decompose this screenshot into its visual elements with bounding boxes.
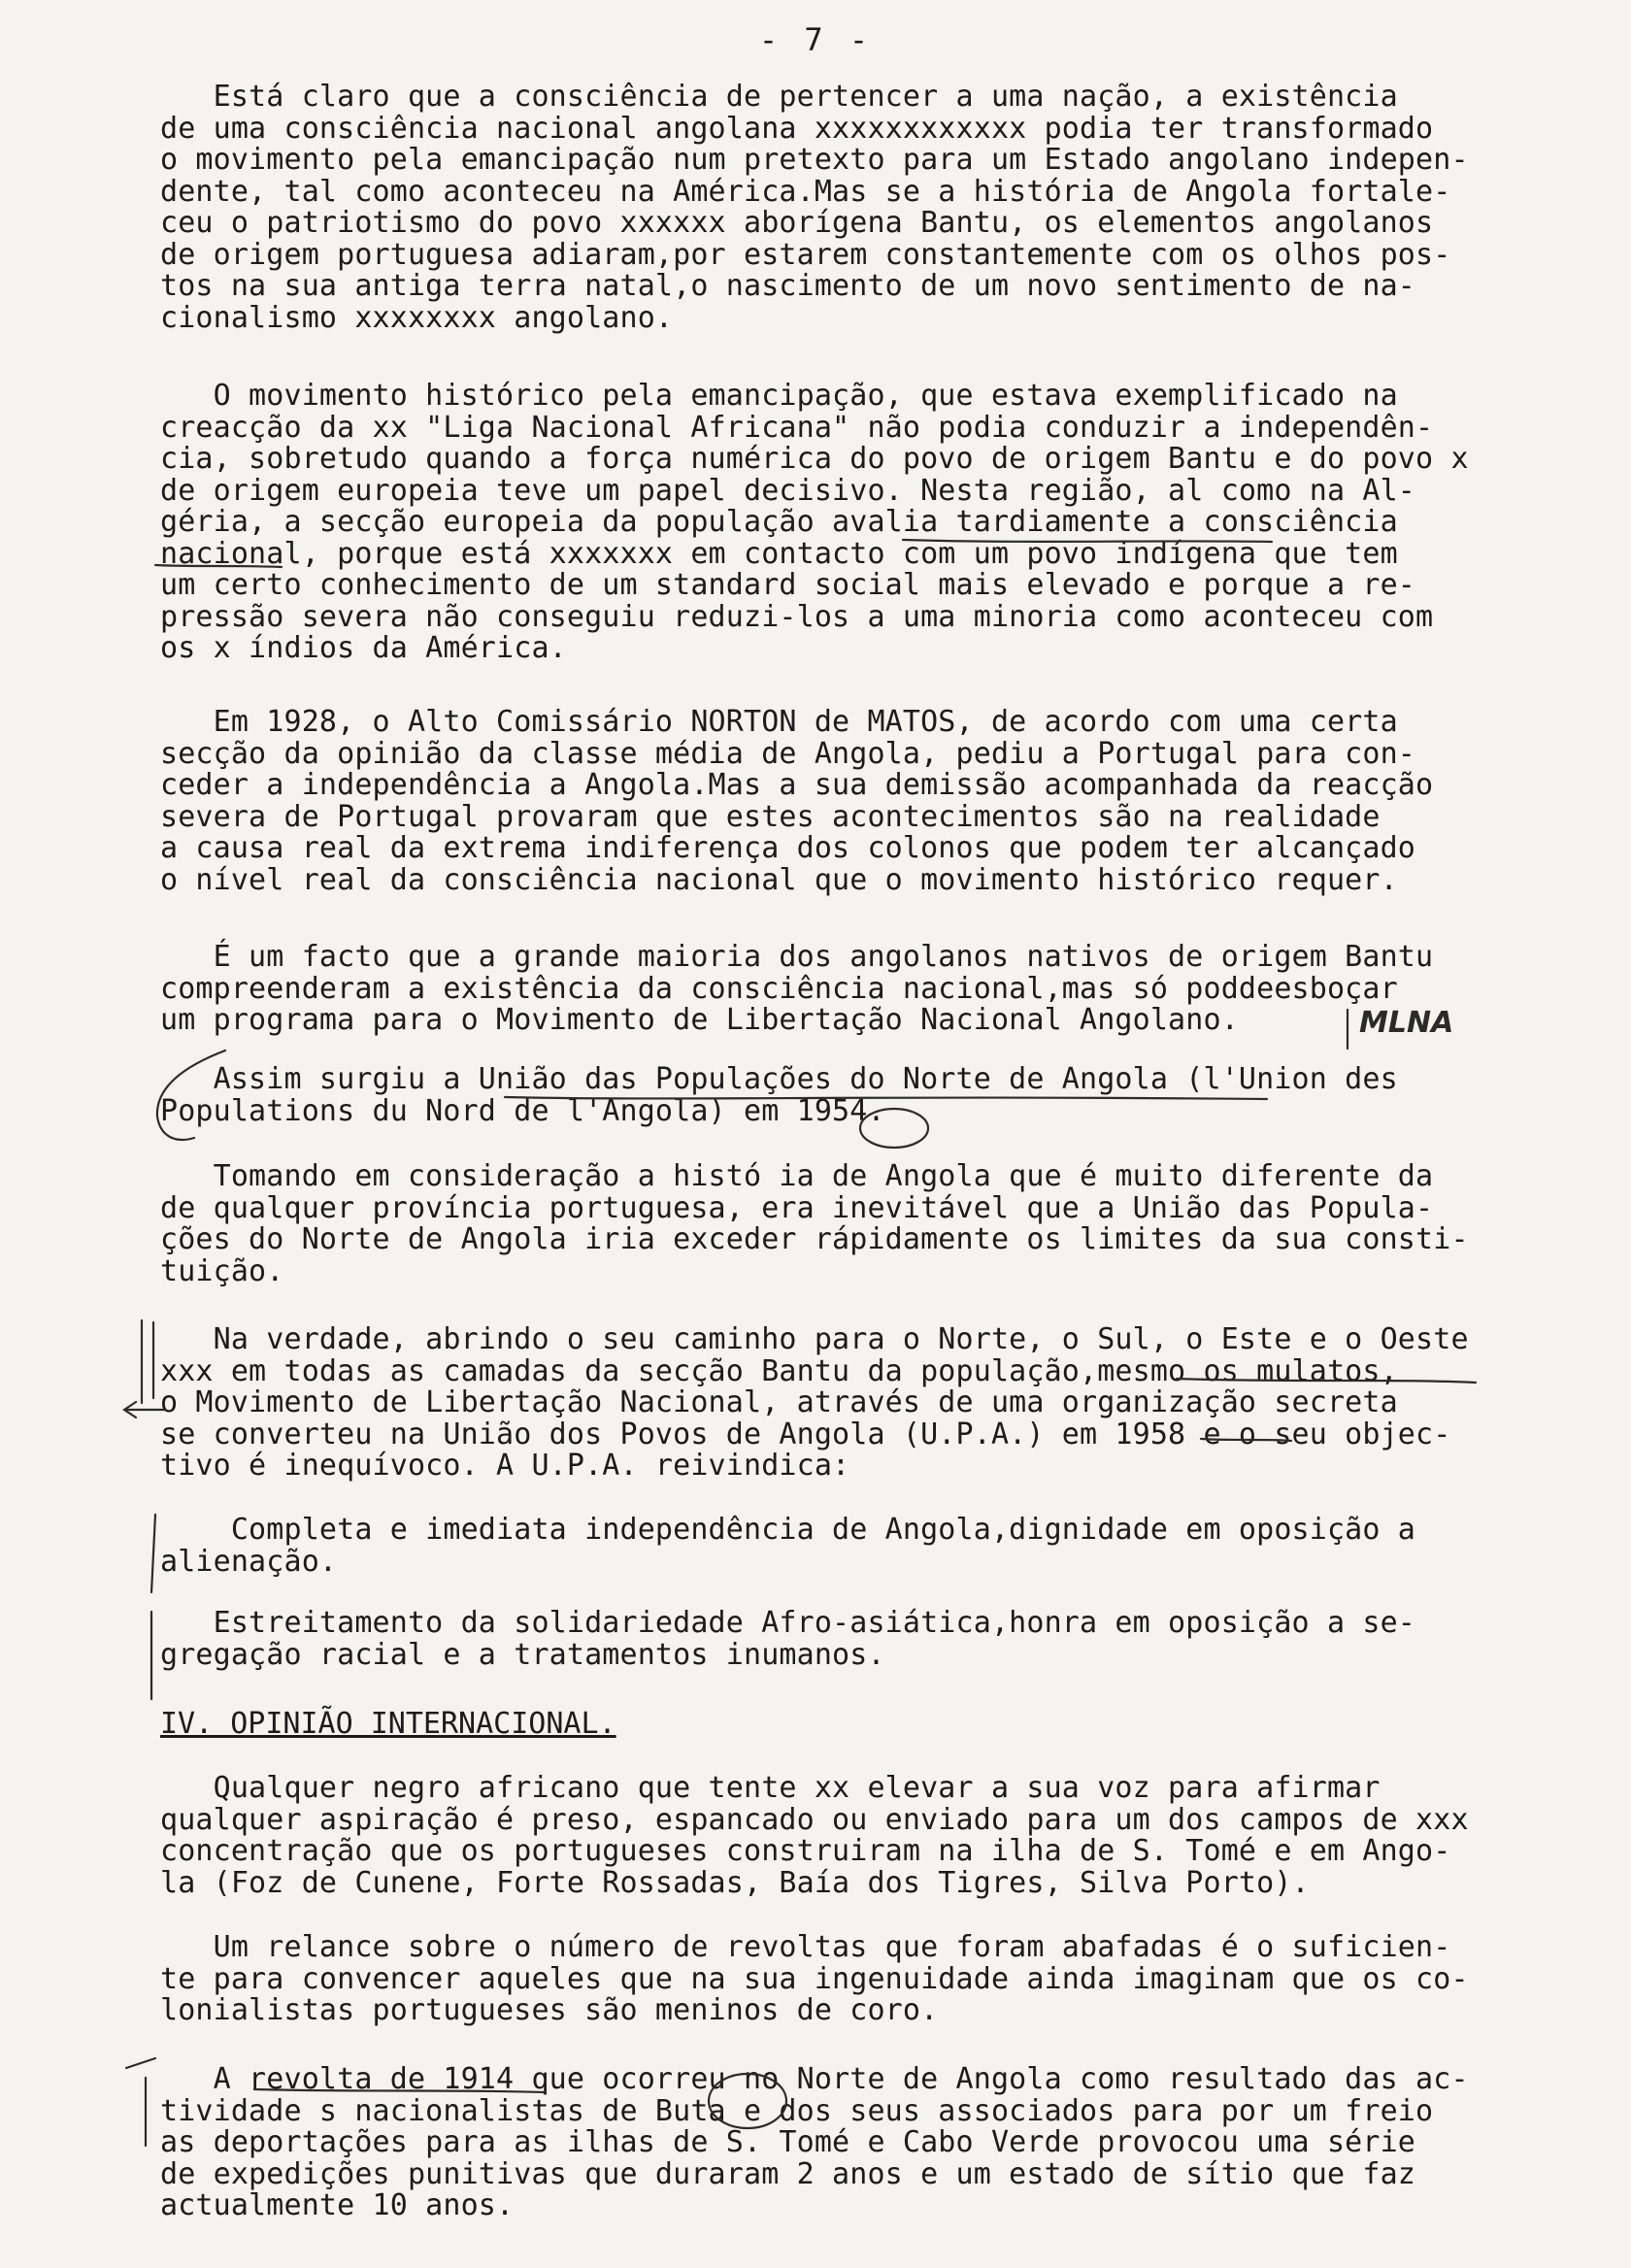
- paragraph-9: [160, 1608, 1578, 1671]
- text-line: de origem europeia teve um papel decisivo. Nesta região, al como na Al-: [160, 473, 1416, 508]
- paragraph-3: [160, 707, 1578, 896]
- text-line: te para convencer aqueles que na sua ingenuidade ainda imaginam que os co-: [160, 1961, 1469, 1996]
- text-line: um programa para o Movimento de Libertação Nacional Angolano.: [160, 1003, 1239, 1037]
- text-line: de expedições punitivas que duraram 2 anos e um estado de sítio que faz: [160, 2156, 1416, 2191]
- text-line: nacional, porque está xxxxxxx em contacto com um povo indígena que tem: [160, 536, 1398, 571]
- text-line: dente, tal como aconteceu na América.Mas se a história de Angola fortale-: [160, 174, 1451, 209]
- text-line: severa de Portugal provaram que estes acontecimentos são na realidade: [160, 799, 1381, 834]
- text-line: ceu o patriotismo do povo xxxxxx aborígena Bantu, os elementos angolanos: [160, 206, 1434, 240]
- text-line: Em 1928, o Alto Comissário NORTON de MATOS, de acordo com uma certa: [160, 705, 1398, 739]
- text-line: de qualquer província portuguesa, era inevitável que a União das Popula-: [160, 1190, 1434, 1225]
- text-line: ções do Norte de Angola iria exceder rápidamente os limites da sua consti-: [160, 1222, 1469, 1256]
- page-number: - 7 -: [758, 21, 873, 58]
- margin-mark: [126, 2058, 155, 2146]
- paragraph-2: [160, 381, 1578, 665]
- text-line: tos na sua antiga terra natal,o nascimento de um novo sentimento de na-: [160, 269, 1416, 303]
- paragraph-10: [160, 1773, 1578, 1899]
- text-line: Completa e imediata independência de Angola,dignidade em oposição a: [160, 1513, 1416, 1547]
- text-line: secção da opinião da classe média de Angola, pediu a Portugal para con-: [160, 736, 1416, 771]
- paragraph-1: [160, 82, 1578, 334]
- text-line: a causa real da extrema indiferença dos colonos que podem ter alcançado: [160, 831, 1416, 865]
- text-line: pressão severa não conseguiu reduzi-los a uma minoria como aconteceu com: [160, 599, 1434, 634]
- text-line: concentração que os portugueses construiram na ilha de S. Tomé e em Ango-: [160, 1834, 1451, 1868]
- text-line: ceder a independência a Angola.Mas a sua demissão acompanhada da reacção: [160, 768, 1434, 802]
- text-line: Populations du Nord de l'Angola) em 1954.: [160, 1093, 885, 1128]
- text-line: as deportações para as ilhas de S. Tomé e Cabo Verde provocou uma série: [160, 2125, 1416, 2159]
- text-line: Na verdade, abrindo o seu caminho para o Norte, o Sul, o Este e o Oeste: [160, 1322, 1469, 1356]
- text-line: um certo conhecimento de um standard social mais elevado e porque a re-: [160, 568, 1416, 602]
- text-line: qualquer aspiração é preso, espancado ou enviado para um dos campos de xxx: [160, 1802, 1469, 1837]
- text-line: O movimento histórico pela emancipação, que estava exemplificado na: [160, 379, 1398, 413]
- text-line: Um relance sobre o número de revoltas que foram abafadas é o suficien-: [160, 1930, 1451, 1964]
- text-line: xxx em todas as camadas da secção Bantu da população,mesmo os mulatos,: [160, 1353, 1398, 1388]
- text-line: compreenderam a existência da consciência nacional,mas só poddeesboçar: [160, 971, 1398, 1006]
- text-line: Qualquer negro africano que tente xx elevar a sua voz para afirmar: [160, 1771, 1381, 1805]
- text-line: os x índios da América.: [160, 631, 567, 665]
- text-line: tividade s nacionalistas de Buta e dos seus associados para por um freio: [160, 2093, 1434, 2128]
- text-line: cia, sobretudo quando a força numérica do povo de origem Bantu e do povo x: [160, 442, 1469, 476]
- text-line: tivo é inequívoco. A U.P.A. reivindica:: [160, 1449, 850, 1483]
- section-heading: [160, 1709, 1578, 1740]
- text-line: Tomando em consideração a histó ia de Angola que é muito diferente da: [160, 1159, 1434, 1193]
- paragraph-12: [160, 2064, 1578, 2222]
- text-line: Estreitamento da solidariedade Afro-asiática,honra em oposição a se-: [160, 1606, 1416, 1640]
- paragraph-11: [160, 1932, 1578, 2027]
- text-line: o nível real da consciência nacional que o movimento histórico requer.: [160, 862, 1398, 897]
- paragraph-8: [160, 1515, 1578, 1578]
- text-line: Está claro que a consciência de pertencer a uma nação, a existência: [160, 80, 1398, 114]
- text-line: de origem portuguesa adiaram,por estarem constantemente com os olhos pos-: [160, 237, 1451, 272]
- text-line: o movimento pela emancipação num pretexto para um Estado angolano indepen-: [160, 143, 1469, 177]
- text-line: Assim surgiu a União das Populações do Norte de Angola (l'Union des: [160, 1062, 1398, 1096]
- text-line: o Movimento de Libertação Nacional, através de uma organização secreta: [160, 1385, 1398, 1419]
- arrow-mark: [124, 1402, 165, 1418]
- text-line: gregação racial e a tratamentos inumanos.: [160, 1637, 885, 1672]
- paragraph-5: [160, 1064, 1578, 1127]
- text-line: cionalismo xxxxxxxx angolano.: [160, 300, 674, 335]
- text-line: actualmente 10 anos.: [160, 2188, 515, 2222]
- text-line: lonialistas portugueses são meninos de coro.: [160, 1993, 939, 2027]
- margin-bar-mark: [151, 1515, 155, 1592]
- text-line: tuição.: [160, 1253, 284, 1288]
- paragraph-6: [160, 1161, 1578, 1287]
- text-line: de uma consciência nacional angolana xxxxxxxxxxxx podia ter transformado: [160, 111, 1434, 146]
- text-line: alienação.: [160, 1544, 338, 1579]
- text-line: É um facto que a grande maioria dos angolanos nativos de origem Bantu: [160, 940, 1434, 974]
- paragraph-7: [160, 1324, 1578, 1483]
- text-line: creacção da xx "Liga Nacional Africana" não podia conduzir a independên-: [160, 410, 1434, 445]
- text-line: A revolta de 1914 que ocorreu no Norte de Angola como resultado das ac-: [160, 2062, 1469, 2096]
- text-line: se converteu na União dos Povos de Angola (U.P.A.) em 1958 e o seu objec-: [160, 1417, 1451, 1451]
- section-title: IV. OPINIÃO INTERNACIONAL.: [160, 1707, 616, 1741]
- text-line: la (Foz de Cunene, Forte Rossadas, Baía dos Tigres, Silva Porto).: [160, 1865, 1310, 1900]
- handwritten-note: MLNA: [1359, 1006, 1454, 1040]
- text-line: géria, a secção europeia da população avalia tardiamente a consciência: [160, 505, 1398, 539]
